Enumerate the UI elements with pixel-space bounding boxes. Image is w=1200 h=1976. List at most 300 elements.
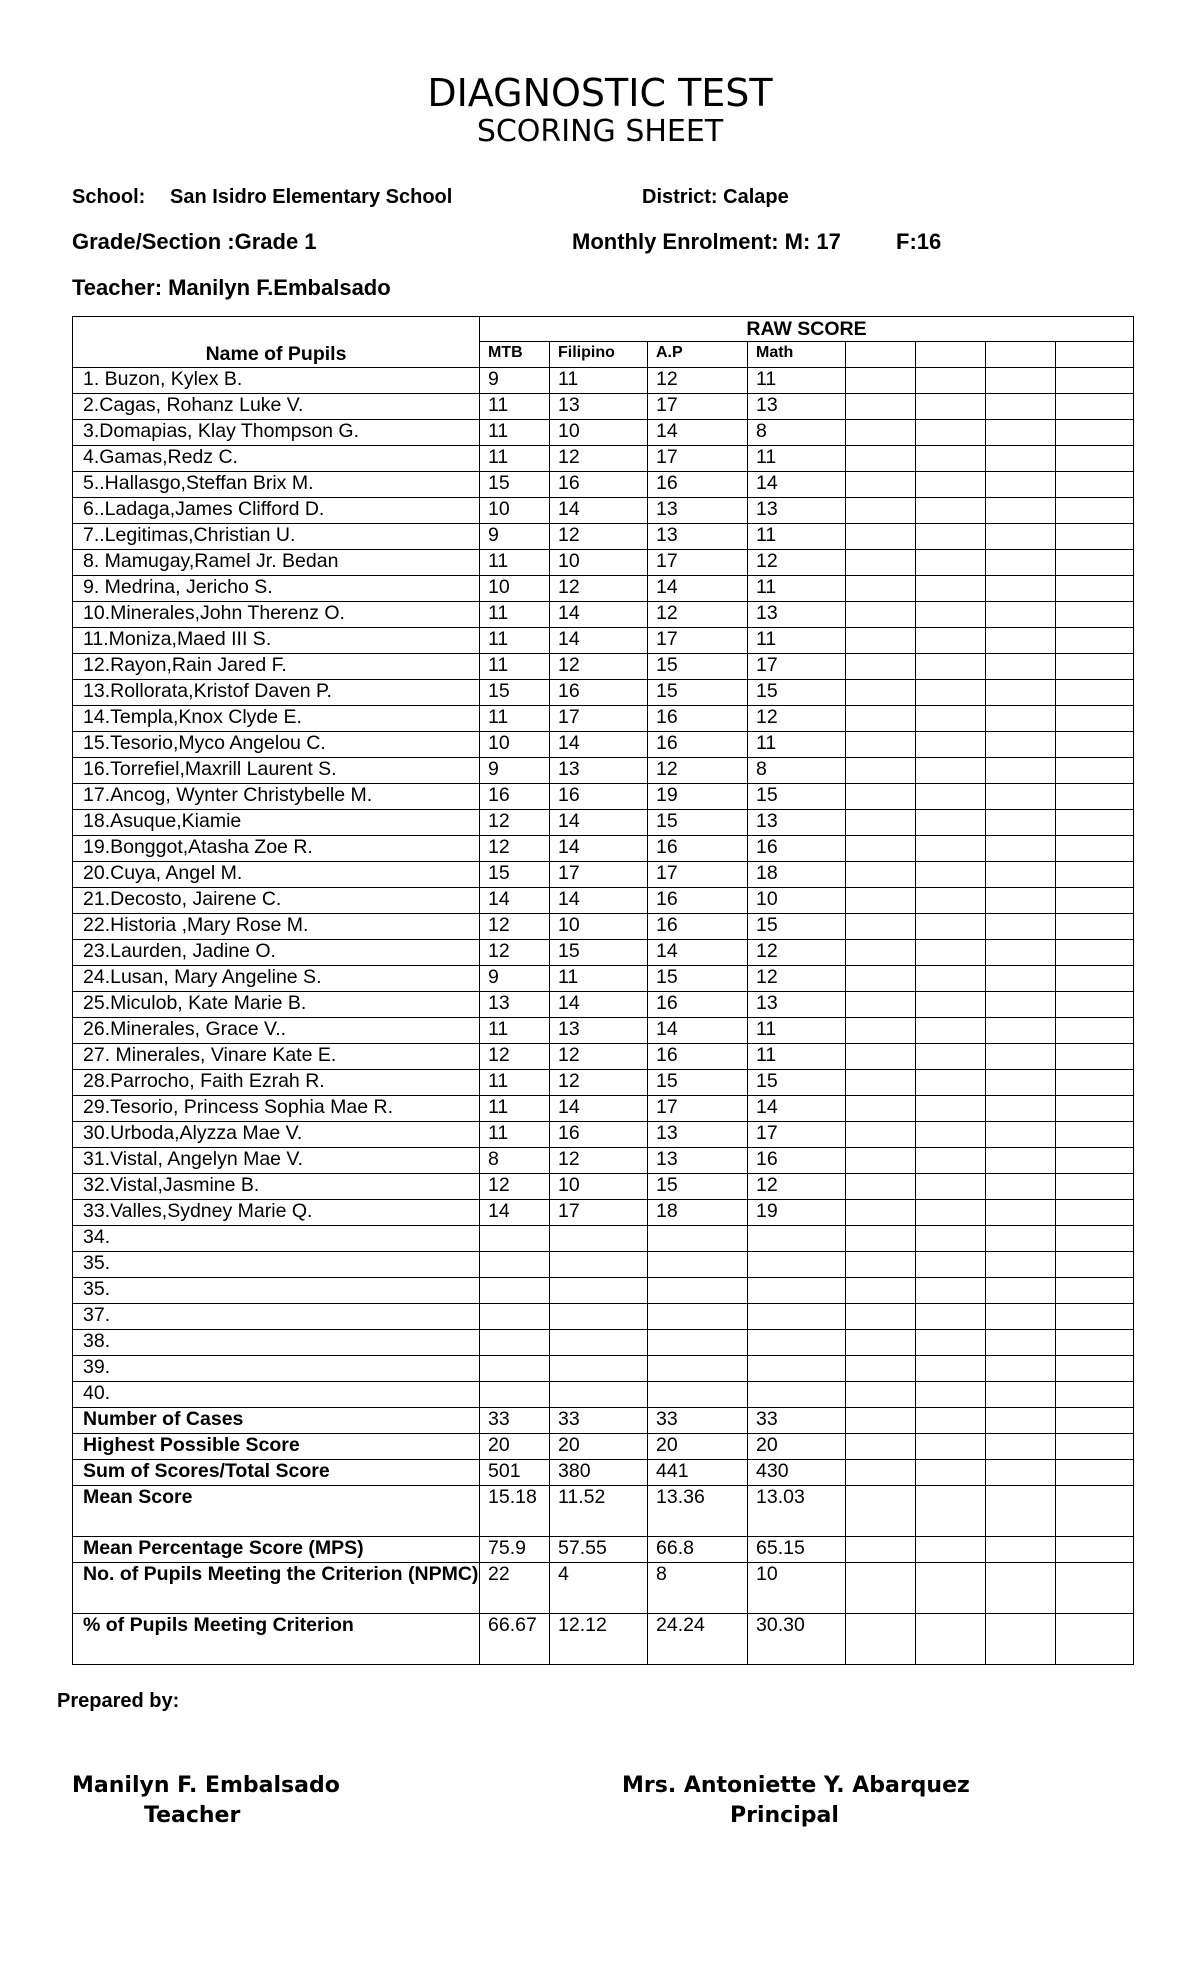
score-cell-ap: 14 [648, 1018, 748, 1044]
score-cell-ap: 17 [648, 446, 748, 472]
score-cell-ap: 14 [648, 576, 748, 602]
pupil-name: 40. [73, 1382, 480, 1408]
score-cell-math: 11 [748, 1018, 846, 1044]
empty-cell [986, 1408, 1056, 1434]
score-cell-ap: 13.36 [648, 1486, 748, 1537]
empty-cell [846, 1148, 916, 1174]
pupil-name: 35. [73, 1252, 480, 1278]
empty-cell [1056, 1044, 1134, 1070]
score-cell-math: 11 [748, 628, 846, 654]
empty-cell [846, 888, 916, 914]
empty-cell [846, 628, 916, 654]
score-cell-ap: 20 [648, 1434, 748, 1460]
empty-cell [986, 1563, 1056, 1614]
score-cell-mtb: 12 [480, 1174, 550, 1200]
empty-cell [1056, 1408, 1134, 1434]
empty-cell [1056, 394, 1134, 420]
score-cell-mtb: 14 [480, 888, 550, 914]
header-row [73, 317, 1134, 342]
score-cell-math: 13 [748, 602, 846, 628]
pupil-name: 7..Legitimas,Christian U. [73, 524, 480, 550]
empty-cell [846, 1122, 916, 1148]
score-cell-fil: 57.55 [550, 1537, 648, 1563]
pupil-row [73, 524, 1134, 550]
pupil-name: 16.Torrefiel,Maxrill Laurent S. [73, 758, 480, 784]
pupil-row [73, 706, 1134, 732]
empty-cell [1056, 1486, 1134, 1537]
score-cell-ap [648, 1304, 748, 1330]
score-cell-fil [550, 1382, 648, 1408]
empty-cell [1056, 654, 1134, 680]
score-cell-ap: 12 [648, 758, 748, 784]
empty-cell [846, 1252, 916, 1278]
pupil-row [73, 732, 1134, 758]
score-cell-math: 8 [748, 758, 846, 784]
score-cell-math: 10 [748, 1563, 846, 1614]
score-cell-math: 12 [748, 706, 846, 732]
empty-cell [916, 888, 986, 914]
pupil-row [73, 368, 1134, 394]
pupil-row [73, 1278, 1134, 1304]
empty-cell [916, 1226, 986, 1252]
pupil-name: 30.Urboda,Alyzza Mae V. [73, 1122, 480, 1148]
score-cell-ap: 13 [648, 1122, 748, 1148]
score-cell-ap: 19 [648, 784, 748, 810]
score-cell-ap: 441 [648, 1460, 748, 1486]
empty-cell [916, 706, 986, 732]
score-cell-ap: 14 [648, 940, 748, 966]
empty-cell [1056, 1148, 1134, 1174]
score-cell-fil: 17 [550, 862, 648, 888]
empty-cell [986, 1122, 1056, 1148]
score-cell-fil: 13 [550, 1018, 648, 1044]
score-cell-mtb: 501 [480, 1460, 550, 1486]
score-cell-fil: 17 [550, 1200, 648, 1226]
empty-cell [916, 1096, 986, 1122]
empty-cell [916, 862, 986, 888]
score-cell-math: 33 [748, 1408, 846, 1434]
score-cell-mtb: 22 [480, 1563, 550, 1614]
empty-cell [846, 1486, 916, 1537]
score-cell-ap: 17 [648, 1096, 748, 1122]
score-cell-fil: 13 [550, 758, 648, 784]
pupil-name: 18.Asuque,Kiamie [73, 810, 480, 836]
principal-signature-name: Mrs. Antoniette Y. Abarquez [622, 1773, 970, 1798]
score-cell-ap: 15 [648, 810, 748, 836]
empty-cell [986, 1434, 1056, 1460]
empty-cell [1056, 368, 1134, 394]
empty-cell [846, 1537, 916, 1563]
score-cell-math: 15 [748, 1070, 846, 1096]
score-cell-math: 20 [748, 1434, 846, 1460]
empty-cell [846, 1200, 916, 1226]
pupil-name: 19.Bonggot,Atasha Zoe R. [73, 836, 480, 862]
empty-cell [1056, 1330, 1134, 1356]
score-cell-mtb: 13 [480, 992, 550, 1018]
empty-cell [916, 1070, 986, 1096]
score-cell-fil: 14 [550, 1096, 648, 1122]
score-cell-mtb: 11 [480, 394, 550, 420]
score-cell-math: 13 [748, 498, 846, 524]
empty-cell [916, 1460, 986, 1486]
empty-cell [916, 472, 986, 498]
pupil-name: 32.Vistal,Jasmine B. [73, 1174, 480, 1200]
score-cell-fil: 16 [550, 1122, 648, 1148]
score-cell-mtb: 9 [480, 758, 550, 784]
score-cell-math: 13 [748, 992, 846, 1018]
empty-cell [916, 1382, 986, 1408]
score-cell-fil: 12 [550, 1044, 648, 1070]
score-cell-fil: 380 [550, 1460, 648, 1486]
empty-cell [916, 680, 986, 706]
score-cell-mtb: 10 [480, 576, 550, 602]
score-cell-math [748, 1226, 846, 1252]
score-cell-mtb: 66.67 [480, 1614, 550, 1665]
score-cell-ap: 15 [648, 680, 748, 706]
score-cell-math: 13 [748, 394, 846, 420]
empty-cell [986, 836, 1056, 862]
score-cell-math: 17 [748, 1122, 846, 1148]
empty-cell [916, 1356, 986, 1382]
empty-cell [1056, 1460, 1134, 1486]
summary-row [73, 1460, 1134, 1486]
summary-row [73, 1434, 1134, 1460]
pupil-row [73, 1070, 1134, 1096]
score-cell-mtb: 15 [480, 472, 550, 498]
pupil-row [73, 940, 1134, 966]
score-cell-ap: 14 [648, 420, 748, 446]
empty-cell [916, 420, 986, 446]
score-cell-fil: 14 [550, 498, 648, 524]
score-cell-mtb: 15 [480, 862, 550, 888]
empty-cell [986, 368, 1056, 394]
score-cell-ap [648, 1356, 748, 1382]
empty-cell [916, 940, 986, 966]
empty-cell [1056, 1434, 1134, 1460]
pupil-name: 20.Cuya, Angel M. [73, 862, 480, 888]
score-cell-math: 15 [748, 680, 846, 706]
score-cell-ap: 66.8 [648, 1537, 748, 1563]
score-cell-ap: 16 [648, 706, 748, 732]
empty-cell [916, 1148, 986, 1174]
summary-row [73, 1408, 1134, 1434]
empty-cell [916, 446, 986, 472]
score-cell-math: 12 [748, 940, 846, 966]
empty-cell [846, 394, 916, 420]
pupil-name: 4.Gamas,Redz C. [73, 446, 480, 472]
empty-cell [916, 1304, 986, 1330]
score-cell-math: 65.15 [748, 1537, 846, 1563]
empty-cell [846, 1304, 916, 1330]
score-cell-fil [550, 1252, 648, 1278]
score-cell-mtb: 16 [480, 784, 550, 810]
empty-cell [1056, 836, 1134, 862]
pupil-name: 15.Tesorio,Myco Angelou C. [73, 732, 480, 758]
empty-cell [986, 1278, 1056, 1304]
empty-cell [846, 446, 916, 472]
empty-cell [846, 1434, 916, 1460]
score-cell-mtb: 15 [480, 680, 550, 706]
score-cell-math: 12 [748, 550, 846, 576]
summary-row [73, 1486, 1134, 1537]
pupil-name: 37. [73, 1304, 480, 1330]
empty-cell [846, 680, 916, 706]
empty-cell [916, 1434, 986, 1460]
score-cell-fil: 12 [550, 524, 648, 550]
empty-cell [916, 1614, 986, 1665]
empty-cell [986, 1460, 1056, 1486]
score-cell-fil: 12 [550, 576, 648, 602]
score-cell-mtb: 12 [480, 836, 550, 862]
empty-cell [916, 654, 986, 680]
empty-cell [846, 654, 916, 680]
empty-cell [986, 1382, 1056, 1408]
pupil-row [73, 1018, 1134, 1044]
pupil-name: 12.Rayon,Rain Jared F. [73, 654, 480, 680]
score-cell-fil: 4 [550, 1563, 648, 1614]
empty-cell [916, 992, 986, 1018]
empty-cell [986, 420, 1056, 446]
empty-cell [986, 446, 1056, 472]
score-cell-ap: 12 [648, 368, 748, 394]
district: District: Calape [642, 186, 789, 208]
score-cell-fil: 10 [550, 550, 648, 576]
score-cell-mtb: 9 [480, 524, 550, 550]
empty-cell [1056, 1018, 1134, 1044]
score-cell-fil [550, 1226, 648, 1252]
empty-cell [986, 602, 1056, 628]
empty-cell [986, 810, 1056, 836]
empty-cell [1056, 810, 1134, 836]
score-cell-fil: 14 [550, 628, 648, 654]
empty-cell [846, 992, 916, 1018]
pupil-name: 5..Hallasgo,Steffan Brix M. [73, 472, 480, 498]
column-header [1056, 342, 1134, 368]
school-value: San Isidro Elementary School [170, 186, 453, 208]
score-cell-ap [648, 1330, 748, 1356]
pupil-name: 38. [73, 1330, 480, 1356]
empty-cell [986, 992, 1056, 1018]
empty-cell [1056, 1200, 1134, 1226]
score-cell-fil: 10 [550, 1174, 648, 1200]
score-cell-math [748, 1382, 846, 1408]
empty-cell [986, 940, 1056, 966]
empty-cell [986, 472, 1056, 498]
pupil-name: 27. Minerales, Vinare Kate E. [73, 1044, 480, 1070]
score-cell-fil: 16 [550, 784, 648, 810]
score-cell-ap: 33 [648, 1408, 748, 1434]
score-cell-fil: 10 [550, 420, 648, 446]
pupil-row [73, 758, 1134, 784]
empty-cell [846, 1330, 916, 1356]
empty-cell [846, 1382, 916, 1408]
teacher-signature-name: Manilyn F. Embalsado [72, 1773, 340, 1798]
score-cell-ap: 17 [648, 394, 748, 420]
empty-cell [846, 498, 916, 524]
score-cell-mtb: 20 [480, 1434, 550, 1460]
pupil-row [73, 1096, 1134, 1122]
empty-cell [986, 524, 1056, 550]
score-cell-mtb [480, 1330, 550, 1356]
empty-cell [986, 1486, 1056, 1537]
score-cell-math [748, 1330, 846, 1356]
score-cell-mtb: 11 [480, 706, 550, 732]
score-cell-fil: 16 [550, 472, 648, 498]
pupil-row [73, 394, 1134, 420]
score-cell-ap [648, 1252, 748, 1278]
empty-cell [846, 758, 916, 784]
empty-cell [916, 810, 986, 836]
pupil-name: 14.Templa,Knox Clyde E. [73, 706, 480, 732]
empty-cell [846, 550, 916, 576]
score-cell-fil: 33 [550, 1408, 648, 1434]
empty-cell [986, 706, 1056, 732]
empty-cell [1056, 550, 1134, 576]
empty-cell [916, 498, 986, 524]
empty-cell [1056, 1356, 1134, 1382]
female-count: F:16 [896, 229, 942, 254]
score-cell-ap: 15 [648, 1070, 748, 1096]
empty-cell [916, 576, 986, 602]
column-header: Filipino [550, 342, 648, 368]
summary-label: Highest Possible Score [73, 1434, 480, 1460]
score-cell-math: 12 [748, 1174, 846, 1200]
score-cell-fil: 11 [550, 368, 648, 394]
pupil-name: 6..Ladaga,James Clifford D. [73, 498, 480, 524]
raw-score-header: RAW SCORE [480, 317, 1134, 342]
score-cell-fil: 11 [550, 966, 648, 992]
document-subtitle: SCORING SHEET [476, 114, 724, 149]
empty-cell [846, 862, 916, 888]
empty-cell [986, 1148, 1056, 1174]
empty-cell [1056, 446, 1134, 472]
empty-cell [1056, 1226, 1134, 1252]
empty-cell [1056, 784, 1134, 810]
pupil-row [73, 1122, 1134, 1148]
empty-cell [1056, 1252, 1134, 1278]
empty-cell [1056, 1070, 1134, 1096]
score-cell-math: 11 [748, 1044, 846, 1070]
school-label: School: [72, 186, 146, 208]
pupil-name: 35. [73, 1278, 480, 1304]
empty-cell [986, 1614, 1056, 1665]
score-cell-ap: 13 [648, 498, 748, 524]
empty-cell [916, 1122, 986, 1148]
score-cell-math: 16 [748, 836, 846, 862]
score-cell-mtb: 12 [480, 940, 550, 966]
score-cell-math: 8 [748, 420, 846, 446]
score-cell-mtb: 9 [480, 966, 550, 992]
column-header [916, 342, 986, 368]
empty-cell [1056, 914, 1134, 940]
score-cell-mtb [480, 1278, 550, 1304]
score-cell-math: 11 [748, 368, 846, 394]
empty-cell [1056, 862, 1134, 888]
pupil-row [73, 1356, 1134, 1382]
empty-cell [986, 576, 1056, 602]
score-cell-math: 17 [748, 654, 846, 680]
empty-cell [986, 1200, 1056, 1226]
pupil-name: 26.Minerales, Grace V.. [73, 1018, 480, 1044]
score-cell-fil: 16 [550, 680, 648, 706]
pupil-name: 17.Ancog, Wynter Christybelle M. [73, 784, 480, 810]
score-cell-fil: 12 [550, 446, 648, 472]
score-cell-math [748, 1252, 846, 1278]
pupil-name: 2.Cagas, Rohanz Luke V. [73, 394, 480, 420]
score-cell-math: 18 [748, 862, 846, 888]
empty-cell [986, 654, 1056, 680]
score-cell-mtb: 11 [480, 602, 550, 628]
empty-cell [916, 836, 986, 862]
empty-cell [846, 1174, 916, 1200]
column-header [986, 342, 1056, 368]
score-cell-ap: 16 [648, 914, 748, 940]
score-cell-fil: 12 [550, 1070, 648, 1096]
pupil-name: 10.Minerales,John Therenz O. [73, 602, 480, 628]
empty-cell [916, 368, 986, 394]
empty-cell [846, 576, 916, 602]
summary-label: Mean Percentage Score (MPS) [73, 1537, 480, 1563]
summary-label: No. of Pupils Meeting the Criterion (NPMC) [73, 1563, 480, 1614]
empty-cell [846, 940, 916, 966]
score-cell-ap [648, 1226, 748, 1252]
score-cell-fil: 14 [550, 810, 648, 836]
score-cell-mtb: 11 [480, 1018, 550, 1044]
empty-cell [1056, 524, 1134, 550]
score-cell-mtb: 11 [480, 420, 550, 446]
empty-cell [916, 732, 986, 758]
score-cell-fil: 12 [550, 1148, 648, 1174]
empty-cell [916, 1330, 986, 1356]
score-cell-mtb: 75.9 [480, 1537, 550, 1563]
pupil-row [73, 1044, 1134, 1070]
score-cell-math: 430 [748, 1460, 846, 1486]
empty-cell [986, 888, 1056, 914]
empty-cell [1056, 940, 1134, 966]
empty-cell [846, 1018, 916, 1044]
pupil-row [73, 836, 1134, 862]
score-cell-ap: 16 [648, 836, 748, 862]
empty-cell [916, 1044, 986, 1070]
score-cell-ap: 16 [648, 472, 748, 498]
empty-cell [916, 1174, 986, 1200]
teacher-signature-title: Teacher [144, 1803, 241, 1828]
score-cell-mtb: 12 [480, 1044, 550, 1070]
empty-cell [986, 1304, 1056, 1330]
empty-cell [846, 1226, 916, 1252]
score-cell-mtb: 33 [480, 1408, 550, 1434]
pupil-row [73, 966, 1134, 992]
score-cell-fil [550, 1330, 648, 1356]
score-cell-mtb: 11 [480, 654, 550, 680]
pupil-row [73, 420, 1134, 446]
principal-signature-title: Principal [730, 1803, 839, 1828]
empty-cell [916, 1278, 986, 1304]
empty-cell [1056, 706, 1134, 732]
score-cell-math: 12 [748, 966, 846, 992]
score-cell-ap: 16 [648, 1044, 748, 1070]
pupil-name: 33.Valles,Sydney Marie Q. [73, 1200, 480, 1226]
pupil-name: 29.Tesorio, Princess Sophia Mae R. [73, 1096, 480, 1122]
pupil-row [73, 550, 1134, 576]
score-cell-math: 10 [748, 888, 846, 914]
empty-cell [846, 966, 916, 992]
score-cell-fil [550, 1356, 648, 1382]
score-cell-fil: 12 [550, 654, 648, 680]
empty-cell [1056, 1614, 1134, 1665]
score-cell-mtb: 12 [480, 914, 550, 940]
empty-cell [1056, 1174, 1134, 1200]
